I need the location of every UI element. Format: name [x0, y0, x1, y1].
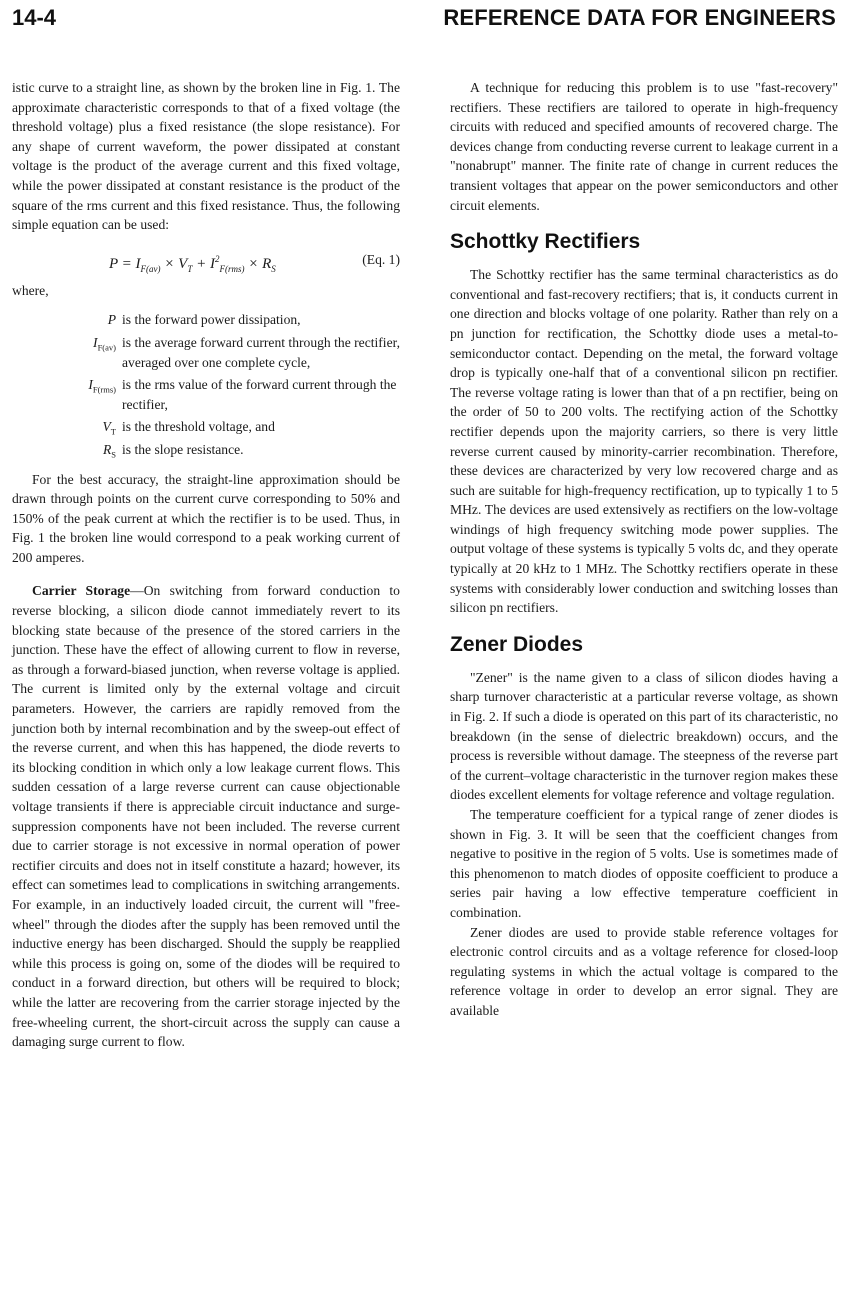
paragraph: For the best accuracy, the straight-line approximation should be drawn through points on the current curve corresponding to 50% and 150% of the peak current at which the rectifier is to be used. Thus, in Fig. 1 the broken line would correspond to a peak working current of 200 amperes.: [12, 471, 400, 565]
running-header-title: REFERENCE DATA FOR ENGINEERS: [443, 5, 836, 30]
left-column: [12, 78, 400, 1052]
page-number: 14-4: [12, 5, 57, 30]
paragraph: istic curve to a straight line, as shown by the broken line in Fig. 1. The approximate characteristic corresponds to that of a fixed voltage (the threshold voltage) plus a fixed resistance (the slope resistance). For any shape of current waveform, the power dissipated at constant voltage is the product of the average current and this fixed voltage, while the power dissipated at constant resistance is the product of the square of the rms current and this fixed resistance. Thus, the following simple equation can be used:: [12, 80, 400, 233]
paragraph-text: —On switching from forward conduction to reverse blocking, a silicon diode cannot immediately revert to its blocking state because of the presence of the stored carriers in the junction. These have the effect of allowing current to flow in reverse, as through a forward-biased junction, when reverse voltage is applied. The current is limited only by the external voltage and circuit parameters. However, the carriers are rapidly removed from the junction both by internal recombination and by the sweep-out effect of the reverse current, and when this has happened, the diode reverts to its blocking condition in which only a low leakage current flows. This sudden cessation of a large reverse current can cause objectionable voltage transients if there is appreciable circuit inductance and surge-suppression components have not been included. The reverse current due to carrier storage is not excessive in normal operation of power rectifier circuits and does not in itself constitute a hazard; however, its effect can sometimes lead to complications in switching arrangements. For example, in an inductively loaded circuit, the current will "free-wheel" through the diodes after the supply has been removed until the inductive energy has been discharged. Should the supply be reapplied while this process is going on, some of the diodes will be required to conduct in a forward direction, but others will be required to block; while the latter are recovering from the carrier storage injected by the free-wheeling current, the short-circuit across the supply can cause a damaging surge current to flow.: [12, 583, 400, 1050]
definition-item: [12, 375, 400, 414]
equation-expression: $P = I_{F(av)} \times V_T + I^2_{F(rms)} \times R_S$: [109, 253, 276, 274]
equation-1: [12, 247, 400, 273]
symbol-definitions: [12, 310, 400, 459]
definition-symbol: $R_S$: [102, 441, 116, 460]
definition-text: is the threshold voltage, and: [122, 419, 275, 435]
equation-number: (Eq. 1): [362, 251, 400, 267]
definition-symbol: $V_T$: [102, 419, 116, 438]
paragraph: "Zener" is the name given to a class of silicon diodes having a sharp turnover characteristic at a particular reverse voltage, as shown in Fig. 2. If such a diode is operated on this part of its characteristic, no breakdown (in the sense of dielectric breakdown) occurs, and the process is reversible without damage. The steepness of the reverse part of the current–voltage characteristic in the turnover region makes these diodes excellent elements for voltage reference and voltage regulation.: [450, 669, 838, 803]
paragraph: A technique for reducing this problem is to use "fast-recovery" rectifiers. These rectifiers are tailored to operate in high-frequency circuits with reduced and specified amounts of recovered charge. The devices change from conducting reverse current to leakage current in a "nonabrupt" manner. The finite rate of change in current reduces the transient voltages that appear on the power semiconductors and other circuit elements.: [450, 80, 838, 213]
definition-text: is the forward power dissipation,: [122, 312, 301, 328]
right-column: [450, 78, 838, 1021]
definition-symbol: $I_{F(av)}$: [93, 334, 116, 353]
section-heading-schottky: Schottky Rectifiers: [450, 230, 641, 254]
paragraph: The temperature coefficient for a typical range of zener diodes is shown in Fig. 3. It will be seen that the coefficient changes from negative to positive in the region of 5 volts. Use is sometimes made of this phenomenon to match diodes of opposite coefficient to produce a series pair having a low effective temperature coefficient in combination.: [450, 807, 838, 920]
definition-item: [12, 310, 400, 330]
definition-item: [12, 417, 400, 437]
section-heading-zener: Zener Diodes: [450, 632, 584, 656]
run-in-heading: Carrier Storage: [32, 583, 131, 599]
definition-text: is the average forward current through the rectifier, averaged over one complete cycle,: [122, 334, 400, 370]
definition-text: is the rms value of the forward current through the rectifier,: [122, 377, 397, 412]
definition-symbol: P: [107, 312, 116, 328]
paragraph-carrier-storage: [12, 581, 400, 1051]
definition-item: [12, 440, 400, 460]
paragraph: Zener diodes are used to provide stable reference voltages for electronic control circuits and as a voltage reference for closed-loop regulating systems in which the actual voltage is compared to the reference voltage in order to develop an error signal. They are available: [450, 924, 838, 1018]
where-label: where,: [12, 282, 49, 298]
definition-item: [12, 333, 400, 372]
paragraph: The Schottky rectifier has the same terminal characteristics as do conventional and fast-recovery rectifiers; that is, it conducts current in one direction and blocks voltage of one polarity. Rather than rely on a pn junction for rectification, the Schottky diode uses a metal-to-semiconductor contact. Depending on the metal, the forward voltage drop is typically one-half that of a conventional silicon pn rectifier. The reverse voltage rating is lower than that of a pn rectifier, being on the order of 50 to 200 volts. The rectifying action of the Schottky rectifier depends upon the majority carriers, so there is very little reverse current caused by minority-carrier recombination. Therefore, these devices are characterized by very low recovered charge and as such are suitable for high-frequency rectification, up to typically 1 to 5 MHz. The devices are used extensively as rectifiers on the low-voltage windings of high frequency switching mode power supplies. The output voltage of these systems is typically 5 volts dc, and they operate typically at 20 kHz to 1 MHz. The Schottky rectifiers operate in these systems with considerably lower conduction and switching losses than silicon pn rectifiers.: [450, 267, 838, 616]
definition-symbol: $I_{F(rms)}$: [88, 377, 116, 395]
definition-text: is the slope resistance.: [122, 441, 244, 457]
